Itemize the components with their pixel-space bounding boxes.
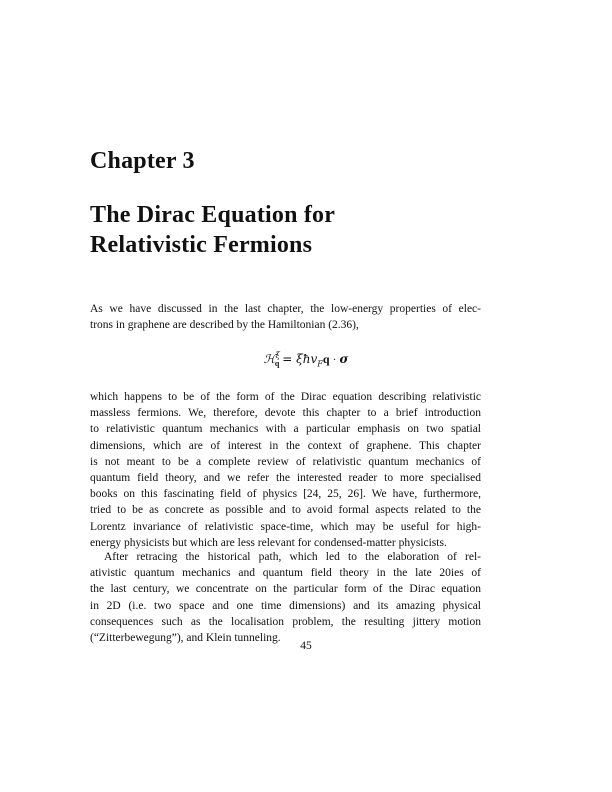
equation-lhs-superscript: ξ <box>275 351 280 360</box>
equation-dot: · <box>329 352 340 366</box>
page-number: 45 <box>300 640 312 652</box>
text-line: books on this fascinating field of physics [24, 25, 26]. We have, furthermore, <box>90 488 481 501</box>
text-line: trons in graphene are described by the Hamiltonian (2.36), <box>90 319 359 332</box>
text-line: consequences such as the localisation problem, the resulting jittery motion <box>90 615 481 628</box>
text-line: quantum field theory, and we refer the interested reader to more specialised <box>90 471 481 484</box>
paragraph-intro <box>90 301 481 333</box>
text-line: (“Zitterbewegung”), and Klein tunneling. <box>90 631 281 644</box>
text-line: to relativistic quantum mechanics with a particular emphasis on two spatial <box>90 423 481 436</box>
chapter-label: Chapter 3 <box>90 148 195 174</box>
equation-sigma: σ <box>339 352 349 366</box>
text-line: dimensions, which are of interest in the context of graphene. This chapter <box>90 439 481 452</box>
text-line: in 2D (i.e. two space and one time dimensions) and its amazing physical <box>90 599 481 612</box>
chapter-title <box>90 200 510 260</box>
text-line: energy physicists but which are less relevant for condensed-matter physicists. <box>90 536 447 549</box>
text-line: After retracing the historical path, which led to the elaboration of rel- <box>104 551 481 563</box>
hamiltonian-equation <box>0 348 612 372</box>
text-line: the last century, we concentrate on the particular form of the Dirac equation <box>90 583 481 596</box>
chapter-title-line: Relativistic Fermions <box>90 232 313 258</box>
paragraph-outline <box>90 549 481 646</box>
equation-lhs: ℋ <box>263 352 276 366</box>
text-line: which happens to be of the form of the Dirac equation describing relativistic <box>90 391 481 403</box>
equation-rhs-subscript: F <box>317 359 323 369</box>
equation-rhs: = ξħv <box>282 352 318 366</box>
text-line: As we have discussed in the last chapter, the low-energy properties of elec- <box>90 303 481 315</box>
equation-momentum: q <box>322 352 330 366</box>
text-line: massless fermions. We, therefore, devote this chapter to a brief introduction <box>90 407 481 420</box>
text-line: ativistic quantum mechanics and quantum field theory in the late 20ies of <box>90 567 481 580</box>
chapter-title-line: The Dirac Equation for <box>90 202 336 228</box>
paragraph-body <box>90 389 481 551</box>
text-line: tried to be as concrete as possible and to avoid formal aspects related to the <box>90 504 481 517</box>
text-line: is not meant to be a complete review of relativistic quantum mechanics of <box>90 455 481 468</box>
text-line: Lorentz invariance of relativistic space-time, which may be useful for high- <box>90 520 481 533</box>
equation-lhs-subscript: q <box>274 359 280 369</box>
